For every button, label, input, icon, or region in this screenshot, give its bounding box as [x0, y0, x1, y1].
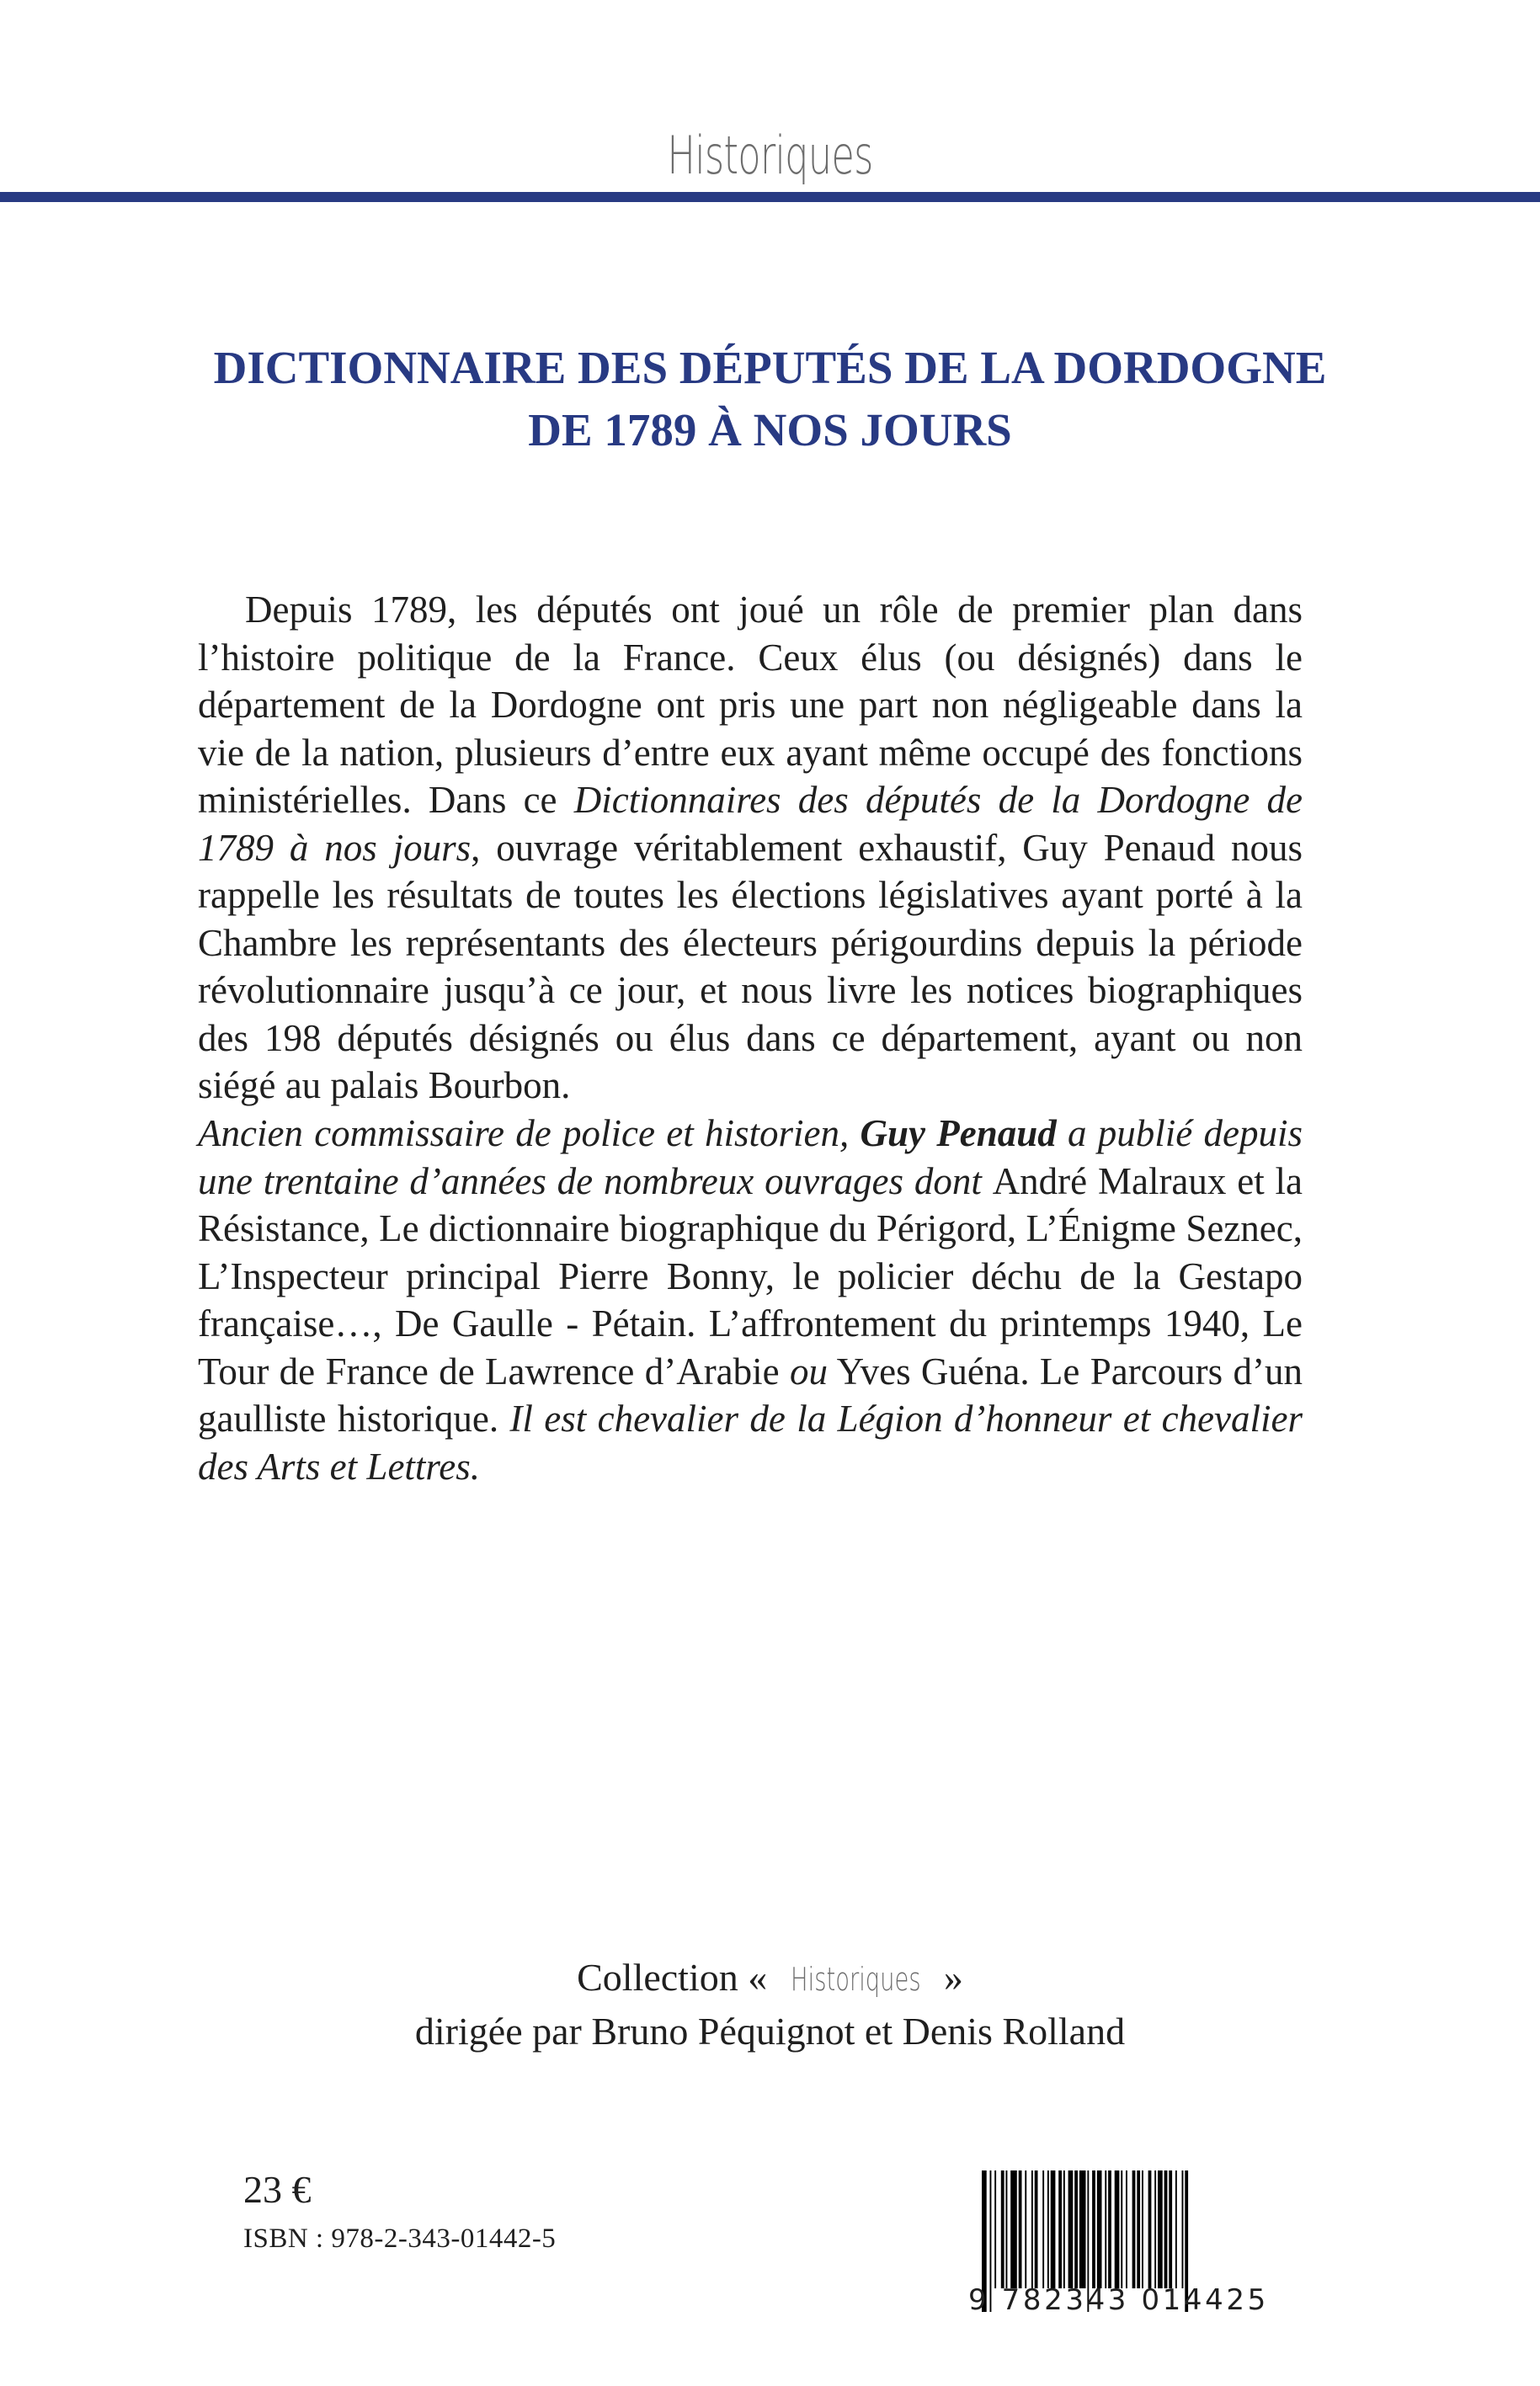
book-title: [118, 337, 1422, 461]
series-header: Historiques: [667, 125, 873, 186]
bio-intro: Ancien commissaire de police et historien,: [198, 1112, 861, 1154]
summary-text-1: Depuis 1789, les députés ont joué un rôle de premier plan dans l’histoire politique de la France. Ceux élus (ou désignés) dans le département de la Dordogne ont pris une part non négligeable dans la vie de la nation, plusieurs d’entre eux ayant même occupé des fonctions ministérielles. Dans ce: [198, 589, 1303, 821]
author-bio-paragraph: [198, 1110, 1303, 1490]
price: 23 €: [243, 2168, 312, 2211]
collection-suffix: »: [934, 1956, 963, 1999]
bio-closing: Il est chevalier de la Légion d’honneur et chevalier des Arts et Lettres.: [198, 1398, 1303, 1488]
book-title-line-2: DE 1789 À NOS JOURS: [528, 404, 1012, 455]
bio-ou: ou: [789, 1350, 828, 1393]
collection-directors: dirigée par Bruno Péquignot et Denis Rolland: [414, 2010, 1126, 2053]
bio-dot: .: [488, 1398, 499, 1440]
collection-series-name: Historiques: [790, 1961, 921, 1998]
summary-paragraph: [198, 586, 1303, 1110]
author-name: Guy Penaud: [860, 1112, 1057, 1154]
isbn: ISBN : 978-2-343-01442-5: [243, 2224, 557, 2254]
collection-info: [0, 1952, 1540, 2058]
top-rule: [0, 192, 1540, 202]
bio-mid: a publié depuis une trentaine d’années de nombreux ouvrages dont: [198, 1112, 1303, 1202]
summary-text-2: , ouvrage véritablement exhaustif, Guy Penaud nous rappelle les résultats de toutes les élections législatives ayant porté à la Chambre les représentants des électeurs périgourdins depuis la période révolutionnaire jusqu’à ce jour, et nous livre les notices biographiques des 198 députés désignés ou élus dans ce département, ayant ou non siégé au palais Bourbon.: [198, 826, 1303, 1106]
bio-works: André Malraux et la Résistance, Le dictionnaire biographique du Périgord, L’Énigme Seznec, L’Inspecteur principal Pierre Bonny, le policier déchu de la Gestapo française…, De Gaulle - Pétain. L’affrontement du printemps 1940, Le Tour de France de Lawrence d’Arabie: [198, 1159, 1303, 1393]
collection-line: [0, 1952, 1540, 2005]
barcode-number: 9 782343 014425: [968, 2283, 1269, 2317]
bio-works-last: Yves Guéna. Le Parcours d’un gaulliste historique: [198, 1350, 1303, 1440]
collection-prefix: Collection «: [577, 1956, 777, 1999]
book-title-line-1: DICTIONNAIRE DES DÉPUTÉS DE LA DORDOGNE: [213, 342, 1327, 393]
summary-book-title: Dictionnaires des députés de la Dordogne de 1789 à nos jours: [198, 779, 1303, 869]
